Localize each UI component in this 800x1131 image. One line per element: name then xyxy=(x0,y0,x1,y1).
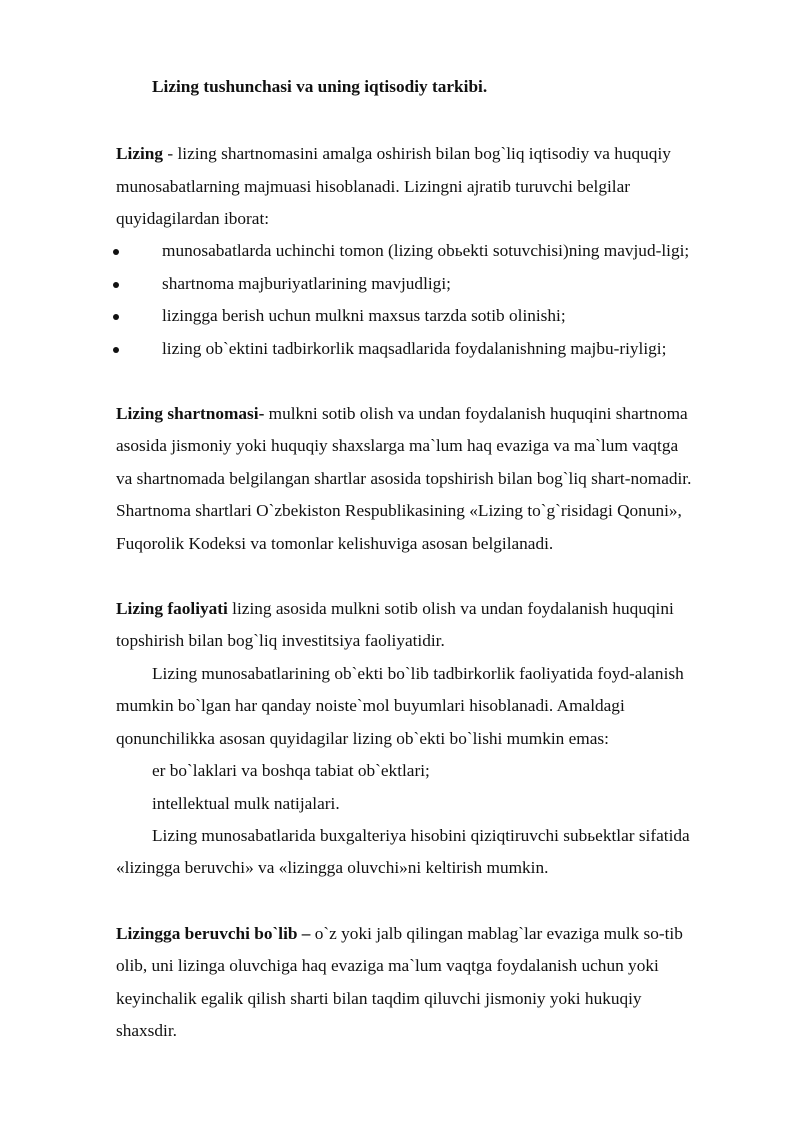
obekt-paragraph-line-3: qonunchilikka asosan quyidagilar lizing ob`ekti bo`lishi mumkin emas: xyxy=(116,729,609,748)
bullet-icon xyxy=(113,282,119,288)
document-title: Lizing tushunchasi va uning iqtisodiy tarkibi. xyxy=(152,77,488,96)
definition-text: mulkni sotib olish va undan foydalanish huquqini shartnoma xyxy=(264,404,688,423)
beruvchi-definition-line-2: olib, uni lizinga oluvchiga haq evaziga ma`lum vaqtga foydalanish uchun yoki xyxy=(116,956,659,975)
list-item: lizingga berish uchun mulkni maxsus tarzda sotib olinishi; xyxy=(162,306,566,325)
subjects-paragraph-line-2: «lizingga beruvchi» va «lizingga oluvchi»ni keltirish mumkin. xyxy=(116,858,549,877)
term-lizing-faoliyati: Lizing faoliyati xyxy=(116,599,228,618)
shartnoma-definition-line-3: va shartnomada belgilangan shartlar asosida topshirish bilan bog`liq shart-nomadir. xyxy=(116,469,692,488)
lizing-definition-line-1 xyxy=(116,143,671,165)
beruvchi-definition-line-4: shaxsdir. xyxy=(116,1021,177,1040)
subjects-paragraph-line-1: Lizing munosabatlarida buxgalteriya hisobini qiziqtiruvchi subьektlar sifatida xyxy=(152,826,690,845)
shartnoma-definition-line-5: Fuqorolik Kodeksi va tomonlar kelishuviga asosan belgilanadi. xyxy=(116,534,554,553)
list-item: lizing ob`ektini tadbirkorlik maqsadlarida foydalanishning majbu-riyligi; xyxy=(162,339,667,358)
bullet-icon xyxy=(113,249,119,255)
bullet-icon xyxy=(113,314,119,320)
bullet-icon xyxy=(113,347,119,353)
term-lizing: Lizing xyxy=(116,144,164,163)
lizing-definition-line-3: quyidagilardan iborat: xyxy=(116,209,270,228)
beruvchi-definition-line-3: keyinchalik egalik qilish sharti bilan taqdim qiluvchi jismoniy yoki hukuqiy xyxy=(116,989,642,1008)
definition-text: lizing asosida mulkni sotib olish va undan foydalanish huquqini xyxy=(227,599,674,618)
term-lizing-shartnomasi: Lizing shartnomasi- xyxy=(116,404,265,423)
term-lizingga-beruvchi: Lizingga beruvchi bo`lib – xyxy=(116,924,311,943)
exclusion-item-1: er bo`laklari va boshqa tabiat ob`ektlari; xyxy=(152,761,430,780)
lizing-definition-line-2: munosabatlarning majmuasi hisoblanadi. Lizingni ajratib turuvchi belgilar xyxy=(116,177,630,196)
term-separator: - xyxy=(163,144,178,163)
faoliyat-definition-line-2: topshirish bilan bog`liq investitsiya faoliyatidir. xyxy=(116,631,445,650)
exclusion-item-2: intellektual mulk natijalari. xyxy=(152,794,340,813)
faoliyat-definition-line-1 xyxy=(116,598,674,620)
shartnoma-definition-line-4: Shartnoma shartlari O`zbekiston Respublikasining «Lizing to`g`risidagi Qonuni», xyxy=(116,501,682,520)
shartnoma-definition-line-1 xyxy=(116,403,688,425)
shartnoma-definition-line-2: asosida jismoniy yoki huquqiy shaxslarga ma`lum haq evaziga va ma`lum vaqtga xyxy=(116,436,679,455)
obekt-paragraph-line-2: mumkin bo`lgan har qanday noiste`mol buyumlari hisoblanadi. Amaldagi xyxy=(116,696,625,715)
definition-text: o`z yoki jalb qilingan mablag`lar evaziga mulk so-tib xyxy=(310,924,683,943)
beruvchi-definition-line-1 xyxy=(116,923,683,945)
list-item: shartnoma majburiyatlarining mavjudligi; xyxy=(162,274,451,293)
list-item: munosabatlarda uchinchi tomon (lizing obьekti sotuvchisi)ning mavjud-ligi; xyxy=(162,241,690,260)
obekt-paragraph-line-1: Lizing munosabatlarining ob`ekti bo`lib tadbirkorlik faoliyatida foyd-alanish xyxy=(152,664,684,683)
definition-text: lizing shartnomasini amalga oshirish bilan bog`liq iqtisodiy va huquqiy xyxy=(177,144,671,163)
